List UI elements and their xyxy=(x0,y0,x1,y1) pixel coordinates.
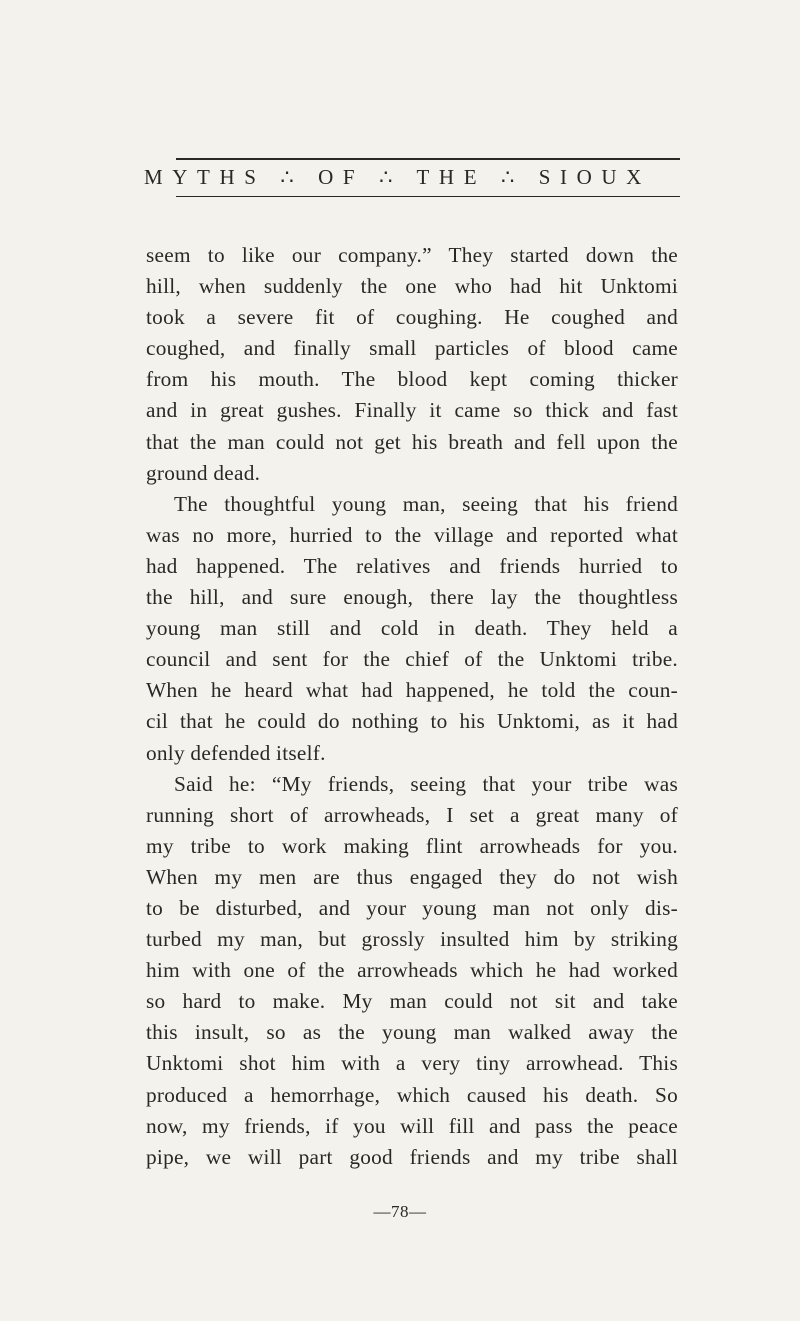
text-line: him with one of the arrowheads which he had worked xyxy=(146,958,678,983)
body-text xyxy=(146,240,678,1173)
paragraph-first-line: The thoughtful young man, seeing that his friend xyxy=(174,491,678,516)
header-bottom-rule xyxy=(176,196,680,197)
running-title: MYTHS ∴ OF ∴ THE ∴ SIOUX xyxy=(144,165,651,189)
text-line: that the man could not get his breath and fell upon the xyxy=(146,429,678,454)
text-line: young man still and cold in death. They held a xyxy=(146,616,678,641)
text-line: produced a hemorrhage, which caused his death. So xyxy=(146,1082,678,1107)
text-line: running short of arrowheads, I set a great many of xyxy=(146,802,678,827)
text-line: my tribe to work making flint arrowheads for you. xyxy=(146,833,678,858)
text-line: to be disturbed, and your young man not only dis- xyxy=(146,895,678,920)
text-line: now, my friends, if you will fill and pass the peace xyxy=(146,1113,678,1138)
text-line: pipe, we will part good friends and my tribe shall xyxy=(146,1144,678,1169)
text-line: seem to like our company.” They started down the xyxy=(146,243,678,267)
text-line: Unktomi shot him with a very tiny arrowhead. This xyxy=(146,1051,678,1076)
text-line: and in great gushes. Finally it came so thick and fast xyxy=(146,398,678,423)
header-top-rule xyxy=(176,158,680,160)
text-line: so hard to make. My man could not sit and take xyxy=(146,989,678,1014)
page-number: —78— xyxy=(373,1202,427,1221)
paragraph-first-line: Said he: “My friends, seeing that your tribe was xyxy=(174,771,678,796)
text-line: coughed, and finally small particles of blood came xyxy=(146,336,678,361)
text-line: cil that he could do nothing to his Unktomi, as it had xyxy=(146,709,678,734)
text-line: turbed my man, but grossly insulted him by striking xyxy=(146,927,678,952)
text-line: the hill, and sure enough, there lay the thoughtless xyxy=(146,585,678,610)
text-line: When he heard what had happened, he told the coun- xyxy=(146,678,678,703)
text-line: When my men are thus engaged they do not wish xyxy=(146,864,678,889)
text-line: from his mouth. The blood kept coming thicker xyxy=(146,367,678,392)
text-line: was no more, hurried to the village and reported what xyxy=(146,522,678,547)
text-line: council and sent for the chief of the Unktomi tribe. xyxy=(146,647,678,672)
text-line: had happened. The relatives and friends hurried to xyxy=(146,553,678,578)
text-line: hill, when suddenly the one who had hit Unktomi xyxy=(146,274,678,299)
text-line: this insult, so as the young man walked away the xyxy=(146,1020,678,1045)
text-line: ground dead. xyxy=(146,460,261,485)
page-header xyxy=(144,158,680,197)
text-line: only defended itself. xyxy=(146,740,326,765)
text-line: took a severe fit of coughing. He coughed and xyxy=(146,305,678,330)
